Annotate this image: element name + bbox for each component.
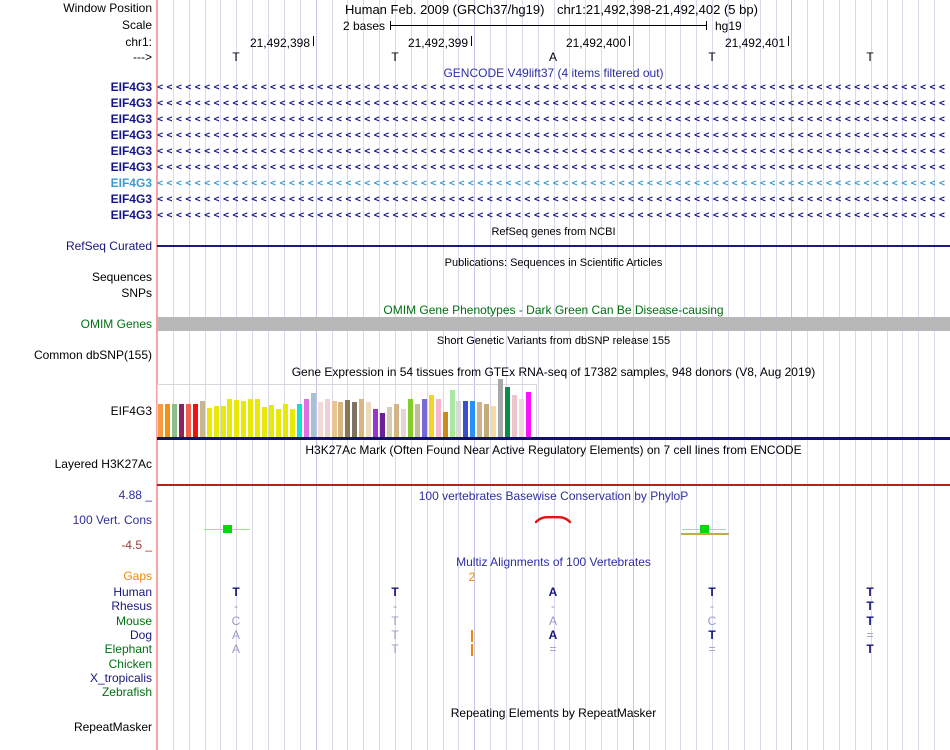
transcript-row[interactable]: <<<<<<<<<<<<<<<<<<<<<<<<<<<<<<<<<<<<<<<<<<<<<<<<<<<<<<<<<<<<<<<<<<<<<<<<<<<<<<<<<<<< bbox=[157, 146, 949, 157]
gtex-bar[interactable] bbox=[255, 399, 260, 437]
gtex-bar[interactable] bbox=[227, 399, 232, 437]
publications-note: Publications: Sequences in Scientific Articles bbox=[444, 257, 663, 269]
gencode-transcript-label[interactable]: EIF4G3 bbox=[110, 208, 152, 222]
h3k27ac-label[interactable]: Layered H3K27Ac bbox=[54, 457, 152, 471]
gtex-bar[interactable] bbox=[484, 404, 489, 437]
omim-title: OMIM Gene Phenotypes - Dark Green Can Be Disease-causing bbox=[383, 303, 724, 317]
species-label[interactable]: Mouse bbox=[115, 614, 152, 628]
align-letter: - bbox=[710, 599, 714, 613]
ruler-tick bbox=[471, 36, 472, 46]
position-title: chr1:21,492,398-21,492,402 (5 bp) bbox=[557, 2, 758, 17]
gtex-bar[interactable] bbox=[512, 395, 517, 437]
omim-genes-bar[interactable] bbox=[157, 317, 950, 331]
gtex-bar[interactable] bbox=[304, 399, 309, 437]
scale-assembly: hg19 bbox=[715, 19, 742, 33]
align-letter: T bbox=[866, 599, 874, 613]
cons-title: 100 vertebrates Basewise Conservation by PhyloP bbox=[418, 489, 689, 503]
gtex-bar[interactable] bbox=[436, 399, 441, 437]
gtex-bar[interactable] bbox=[186, 404, 191, 437]
gtex-bar[interactable] bbox=[505, 387, 510, 437]
align-letter: T bbox=[708, 628, 716, 642]
gencode-transcript-label[interactable]: EIF4G3 bbox=[110, 128, 152, 142]
species-label[interactable]: Rhesus bbox=[111, 599, 152, 613]
insert-gap-tick bbox=[471, 630, 473, 642]
gencode-transcript-label[interactable]: EIF4G3 bbox=[110, 80, 152, 94]
species-label[interactable]: Dog bbox=[129, 628, 152, 642]
repeatmasker-label[interactable]: RepeatMasker bbox=[73, 720, 152, 734]
gtex-bar[interactable] bbox=[297, 404, 302, 437]
scale-bar-right-tick bbox=[706, 21, 707, 30]
phylop-peak bbox=[534, 512, 572, 526]
gtex-bar[interactable] bbox=[200, 401, 205, 437]
gtex-bar[interactable] bbox=[221, 406, 226, 437]
species-label[interactable]: Chicken bbox=[108, 657, 152, 671]
gap-size-value: 2 bbox=[468, 570, 476, 584]
gaps-label[interactable]: Gaps bbox=[123, 569, 152, 583]
align-letter: A bbox=[231, 642, 240, 656]
transcript-row[interactable]: <<<<<<<<<<<<<<<<<<<<<<<<<<<<<<<<<<<<<<<<<<<<<<<<<<<<<<<<<<<<<<<<<<<<<<<<<<<<<<<<<<<< bbox=[157, 130, 949, 141]
ruler-tick bbox=[629, 36, 630, 46]
gtex-bar[interactable] bbox=[422, 399, 427, 437]
gencode-transcript-label[interactable]: EIF4G3 bbox=[110, 192, 152, 206]
gencode-transcript-label[interactable]: EIF4G3 bbox=[110, 96, 152, 110]
align-letter: A bbox=[231, 628, 240, 642]
gtex-bar[interactable] bbox=[477, 402, 482, 437]
position-number: 21,492,400 bbox=[565, 36, 626, 50]
transcript-row[interactable]: <<<<<<<<<<<<<<<<<<<<<<<<<<<<<<<<<<<<<<<<<<<<<<<<<<<<<<<<<<<<<<<<<<<<<<<<<<<<<<<<<<<< bbox=[157, 98, 949, 109]
cons-min-label: -4.5 _ bbox=[121, 538, 152, 552]
repeatmasker-title: Repeating Elements by RepeatMasker bbox=[450, 706, 657, 720]
gtex-bar[interactable] bbox=[387, 407, 392, 437]
dbsnp-label[interactable]: Common dbSNP(155) bbox=[33, 348, 152, 362]
assembly-title: Human Feb. 2009 (GRCh37/hg19) bbox=[345, 2, 545, 17]
position-number: 21,492,401 bbox=[724, 36, 785, 50]
gtex-bar[interactable] bbox=[443, 412, 448, 437]
chrom-label[interactable]: chr1: bbox=[125, 35, 152, 49]
gtex-bar[interactable] bbox=[338, 402, 343, 437]
scale-bar-left-tick bbox=[390, 21, 391, 30]
gtex-bar[interactable] bbox=[318, 402, 323, 437]
gtex-bar[interactable] bbox=[359, 399, 364, 437]
species-label[interactable]: Zebrafish bbox=[101, 685, 152, 699]
align-letter: T bbox=[866, 585, 874, 599]
gtex-baseline bbox=[157, 437, 950, 440]
gencode-transcript-label[interactable]: EIF4G3 bbox=[110, 144, 152, 158]
cons-max-label: 4.88 _ bbox=[118, 488, 152, 502]
transcript-row[interactable]: <<<<<<<<<<<<<<<<<<<<<<<<<<<<<<<<<<<<<<<<<<<<<<<<<<<<<<<<<<<<<<<<<<<<<<<<<<<<<<<<<<<< bbox=[157, 210, 949, 221]
align-letter: A bbox=[548, 585, 558, 599]
position-number: 21,492,398 bbox=[249, 36, 310, 50]
align-letter: T bbox=[866, 642, 874, 656]
gtex-bar[interactable] bbox=[234, 400, 239, 437]
align-letter: A bbox=[548, 614, 557, 628]
gtex-bar[interactable] bbox=[276, 409, 281, 437]
ruler-tick bbox=[313, 36, 314, 46]
align-letter: T bbox=[391, 628, 399, 642]
gtex-bar[interactable] bbox=[345, 400, 350, 437]
gtex-bar[interactable] bbox=[470, 401, 475, 437]
gtex-bar[interactable] bbox=[311, 393, 316, 437]
gtex-title: Gene Expression in 54 tissues from GTEx RNA-seq of 17382 samples, 948 donors (V8, Aug 2019) bbox=[291, 365, 816, 379]
gtex-bar[interactable] bbox=[179, 404, 184, 437]
gtex-bar[interactable] bbox=[290, 409, 295, 437]
base-letter: T bbox=[866, 50, 874, 64]
h3k27ac-title: H3K27Ac Mark (Often Found Near Active Regulatory Elements) on 7 cell lines from ENCODE bbox=[305, 443, 802, 457]
gencode-transcript-label[interactable]: EIF4G3 bbox=[110, 176, 152, 190]
base-letter: T bbox=[708, 50, 716, 64]
align-letter: T bbox=[391, 585, 399, 599]
align-letter: T bbox=[866, 614, 874, 628]
gtex-frame-right bbox=[536, 384, 537, 437]
gtex-bar[interactable] bbox=[248, 399, 253, 437]
gtex-bar[interactable] bbox=[498, 379, 503, 437]
species-label[interactable]: Human bbox=[113, 585, 152, 599]
gtex-bar[interactable] bbox=[241, 401, 246, 437]
cons-track-label[interactable]: 100 Vert. Cons bbox=[72, 513, 152, 527]
refseq-curated-label[interactable]: RefSeq Curated bbox=[65, 239, 152, 253]
gtex-bar[interactable] bbox=[401, 409, 406, 437]
align-letter: C bbox=[231, 614, 241, 628]
gtex-bar[interactable] bbox=[269, 405, 274, 437]
cons-olive-line bbox=[681, 533, 729, 535]
gtex-bar[interactable] bbox=[352, 402, 357, 437]
gtex-bar[interactable] bbox=[325, 399, 330, 437]
position-number: 21,492,399 bbox=[407, 36, 468, 50]
gtex-bar[interactable] bbox=[283, 404, 288, 437]
gtex-gene-label[interactable]: EIF4G3 bbox=[110, 404, 152, 418]
transcript-row[interactable]: <<<<<<<<<<<<<<<<<<<<<<<<<<<<<<<<<<<<<<<<<<<<<<<<<<<<<<<<<<<<<<<<<<<<<<<<<<<<<<<<<<<< bbox=[157, 114, 949, 125]
scale-bar bbox=[390, 25, 707, 26]
align-letter: = bbox=[549, 642, 557, 656]
transcript-row[interactable]: <<<<<<<<<<<<<<<<<<<<<<<<<<<<<<<<<<<<<<<<<<<<<<<<<<<<<<<<<<<<<<<<<<<<<<<<<<<<<<<<<<<< bbox=[157, 162, 949, 173]
species-label[interactable]: X_tropicalis bbox=[89, 671, 152, 685]
align-letter: T bbox=[391, 614, 399, 628]
gtex-bar[interactable] bbox=[526, 392, 531, 437]
gtex-bar[interactable] bbox=[491, 406, 496, 437]
insert-gap-tick bbox=[471, 644, 473, 656]
gtex-bar[interactable] bbox=[214, 406, 219, 437]
align-letter: T bbox=[708, 585, 716, 599]
base-letter: T bbox=[232, 50, 240, 64]
transcript-row[interactable]: <<<<<<<<<<<<<<<<<<<<<<<<<<<<<<<<<<<<<<<<<<<<<<<<<<<<<<<<<<<<<<<<<<<<<<<<<<<<<<<<<<<< bbox=[157, 82, 949, 93]
multiz-title: Multiz Alignments of 100 Vertebrates bbox=[456, 555, 651, 569]
gtex-bar[interactable] bbox=[463, 401, 468, 437]
gtex-bar[interactable] bbox=[373, 409, 378, 437]
gtex-bar[interactable] bbox=[519, 399, 524, 437]
gtex-bar[interactable] bbox=[456, 401, 461, 437]
gtex-bar[interactable] bbox=[415, 404, 420, 437]
gtex-bar[interactable] bbox=[366, 402, 371, 437]
base-letter: A bbox=[548, 50, 557, 64]
transcript-row[interactable]: <<<<<<<<<<<<<<<<<<<<<<<<<<<<<<<<<<<<<<<<<<<<<<<<<<<<<<<<<<<<<<<<<<<<<<<<<<<<<<<<<<<< bbox=[157, 194, 949, 205]
omim-genes-label[interactable]: OMIM Genes bbox=[80, 317, 152, 331]
gtex-frame-top bbox=[157, 384, 537, 385]
gtex-bar[interactable] bbox=[380, 413, 385, 437]
cons-exon-box bbox=[700, 525, 709, 533]
align-letter: A bbox=[548, 628, 558, 642]
align-letter: = bbox=[708, 642, 716, 656]
gencode-transcript-label[interactable]: EIF4G3 bbox=[110, 160, 152, 174]
h3k27ac-baseline[interactable] bbox=[157, 484, 950, 486]
align-letter: - bbox=[393, 599, 397, 613]
transcript-row[interactable]: <<<<<<<<<<<<<<<<<<<<<<<<<<<<<<<<<<<<<<<<<<<<<<<<<<<<<<<<<<<<<<<<<<<<<<<<<<<<<<<<<<<< bbox=[157, 178, 949, 189]
refseq-note: RefSeq genes from NCBI bbox=[491, 226, 616, 238]
gtex-bar[interactable] bbox=[450, 390, 455, 437]
base-letter: T bbox=[391, 50, 399, 64]
gencode-title: GENCODE V49lift37 (4 items filtered out) bbox=[443, 66, 664, 80]
gtex-bar[interactable] bbox=[193, 404, 198, 437]
align-letter: C bbox=[707, 614, 717, 628]
strand-label[interactable]: ---> bbox=[133, 50, 152, 64]
refseq-curated-line[interactable] bbox=[157, 245, 950, 247]
scale-value: 2 bases bbox=[342, 19, 385, 33]
sequences-label[interactable]: Sequences bbox=[91, 270, 152, 284]
gtex-bar[interactable] bbox=[332, 401, 337, 437]
cons-exon-box bbox=[223, 525, 232, 533]
gtex-bar[interactable] bbox=[172, 404, 177, 437]
gtex-bar[interactable] bbox=[394, 404, 399, 437]
gencode-transcript-label[interactable]: EIF4G3 bbox=[110, 112, 152, 126]
scale-label[interactable]: Scale bbox=[121, 18, 152, 32]
gtex-bar[interactable] bbox=[165, 404, 170, 437]
dbsnp-note: Short Genetic Variants from dbSNP release 155 bbox=[436, 335, 671, 347]
gtex-bar[interactable] bbox=[158, 404, 163, 437]
gtex-bar[interactable] bbox=[262, 407, 267, 437]
align-letter: = bbox=[866, 628, 874, 642]
gtex-bar[interactable] bbox=[207, 408, 212, 437]
snps-label[interactable]: SNPs bbox=[121, 286, 152, 300]
align-letter: T bbox=[391, 642, 399, 656]
gtex-bar[interactable] bbox=[429, 395, 434, 437]
species-label[interactable]: Elephant bbox=[104, 642, 152, 656]
window-position-label: Window Position bbox=[63, 1, 152, 15]
align-letter: - bbox=[551, 599, 555, 613]
align-letter: - bbox=[234, 599, 238, 613]
ruler-tick bbox=[788, 36, 789, 46]
gtex-bar[interactable] bbox=[408, 399, 413, 437]
align-letter: T bbox=[232, 585, 240, 599]
